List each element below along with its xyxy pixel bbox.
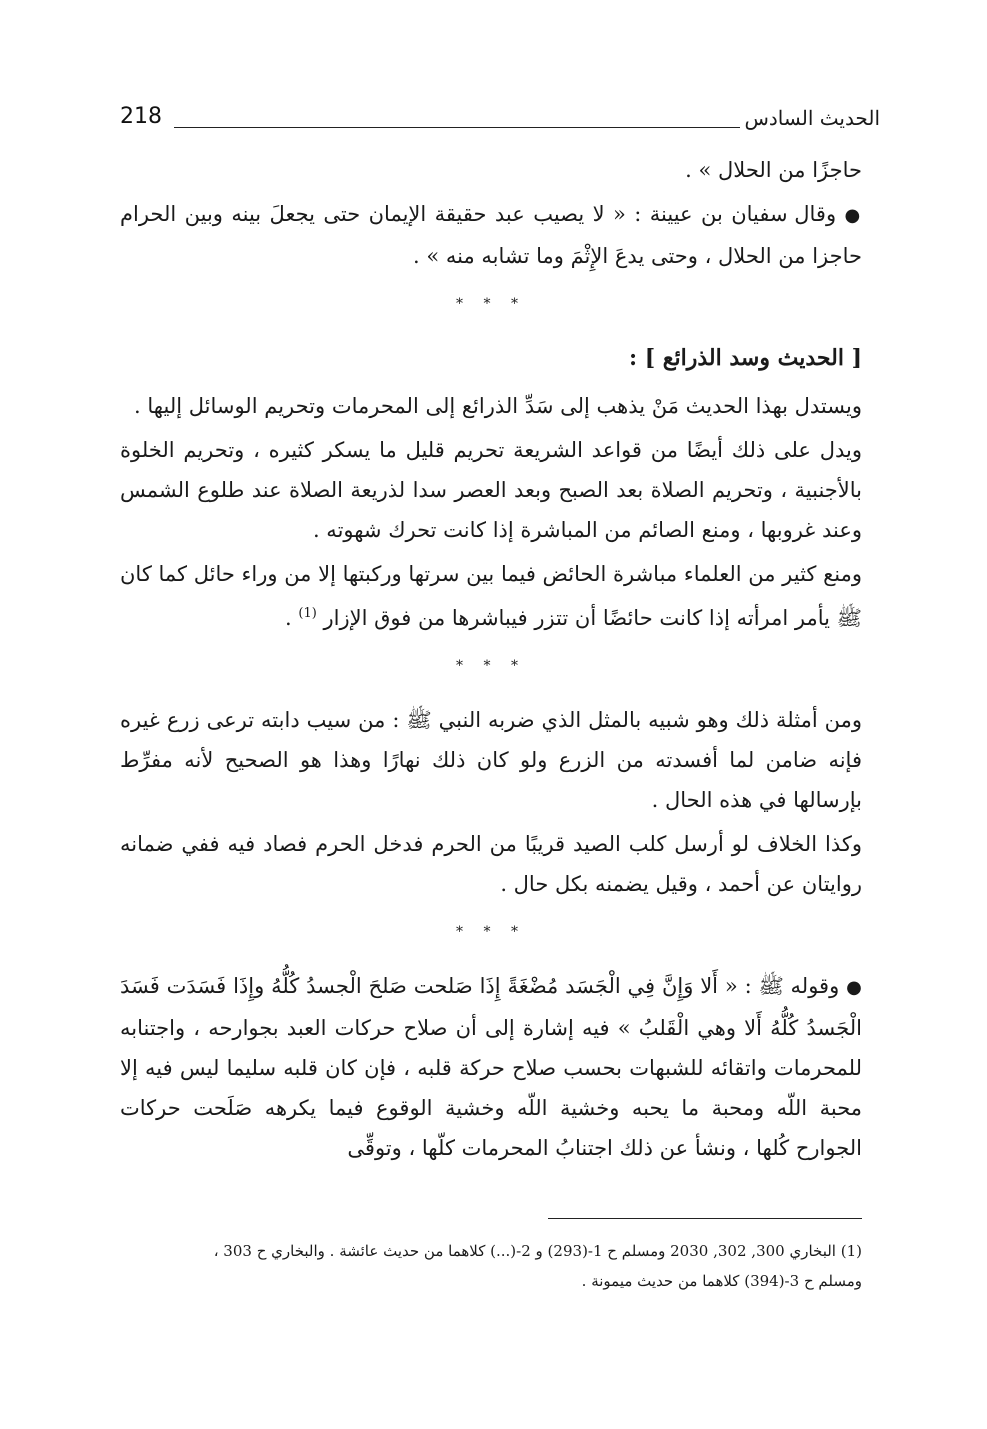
header-rule <box>174 127 740 128</box>
paragraph: وكذا الخلاف لو أرسل كلب الصيد قريبًا من الحرم فدخل الحرم فصاد فيه ففي ضمانه روايتان عن أحمد ، وقيل يضمنه بكل حال . <box>120 832 862 896</box>
paragraph <box>120 554 862 638</box>
paragraph <box>120 966 862 1168</box>
paragraph-end: . <box>285 606 299 630</box>
paragraph-text: ومنع كثير من العلماء مباشرة الحائض فيما بين سرتها وركبتها إلا من وراء حائل كما كان ﷺ يأمر امرأته إذا كانت حائضًا أن تتزر فيباشرها من فوق الإزار <box>120 562 862 630</box>
section-heading: [ الحديث وسد الذرائع ] : <box>628 345 862 371</box>
paragraph-text: وقال سفيان بن عيينة : « لا يصيب عبد حقيقة الإيمان حتى يجعلَ بينه وبين الحرام حاجزا من الحلال ، وحتى يدعَ الإِثْمَ وما تشابه منه » . <box>120 202 862 268</box>
page-header <box>120 104 880 144</box>
paragraph <box>120 194 862 276</box>
footnote-line: (1) البخاري 300, 302, 2030 ومسلم ح 1-(293) و 2-(...) كلاهما من حديث عائشة . والبخاري ح 303 ، <box>213 1242 862 1260</box>
running-title: الحديث السادس <box>744 106 880 130</box>
page-number: 218 <box>120 104 162 129</box>
paragraph: حاجزًا من الحلال » . <box>685 158 862 182</box>
section-separator: * * * <box>456 658 526 674</box>
footnote-line: ومسلم ح 3-(394) كلاهما من حديث ميمونة . <box>581 1272 862 1290</box>
paragraph: ومن أمثلة ذلك وهو شبيه بالمثل الذي ضربه النبي ﷺ : من سيب دابته ترعى زرع غيره فإنه ضامن لما أفسدته من الزرع ولو كان ذلك نهارًا وهذا هو الصحيح لأنه مفرِّط بإرسالها في هذه الحال . <box>120 708 862 812</box>
bullet-icon: ● <box>844 205 862 226</box>
footnotes <box>120 1236 862 1296</box>
main-text <box>120 150 862 1168</box>
footnote-rule <box>548 1218 862 1219</box>
section-separator: * * * <box>456 296 526 312</box>
paragraph: ويستدل بهذا الحديث مَنْ يذهب إلى سَدِّ الذرائع إلى المحرمات وتحريم الوسائل إليها . <box>134 394 862 418</box>
bullet-icon: ● <box>846 977 862 998</box>
paragraph: ويدل على ذلك أيضًا من قواعد الشريعة تحريم قليل ما يسكر كثيره ، وتحريم الخلوة بالأجنبية ، وتحريم الصلاة بعد الصبح وبعد العصر سدا لذريعة الصلاة عند طلوع الشمس وعند غروبها ، ومنع الصائم من المباشرة إذا كانت تحرك شهوته . <box>120 438 862 542</box>
footnote-reference[interactable]: (1) <box>298 606 317 621</box>
paragraph-text: وقوله ﷺ : « أَلا وَإِنَّ فِي الْجَسَد مُضْغَةً إِذَا صَلحت صَلحَ الْجسدُ كُلُّهُ وإِذَا فَسَدَت فَسَدَ الْجَسدُ كُلُّهُ أَلا وهي الْقَلبُ » فيه إشارة إلى أن صلاح حركات العبد بجوارحه ، واجتنابه للمحرمات واتقائه للشبهات بحسب صلاح حركة قلبه ، فإن كان قلبه سليما ليس فيه إلا محبة اللّه ومحبة ما يحبه وخشية اللّه وخشية الوقوع فيما يكرهه صَلَحت حركات الجوارح كُلها ، ونشأ عن ذلك اجتنابُ المحرمات كلّها ، وتوقِّى <box>120 974 862 1160</box>
section-separator: * * * <box>456 924 526 940</box>
